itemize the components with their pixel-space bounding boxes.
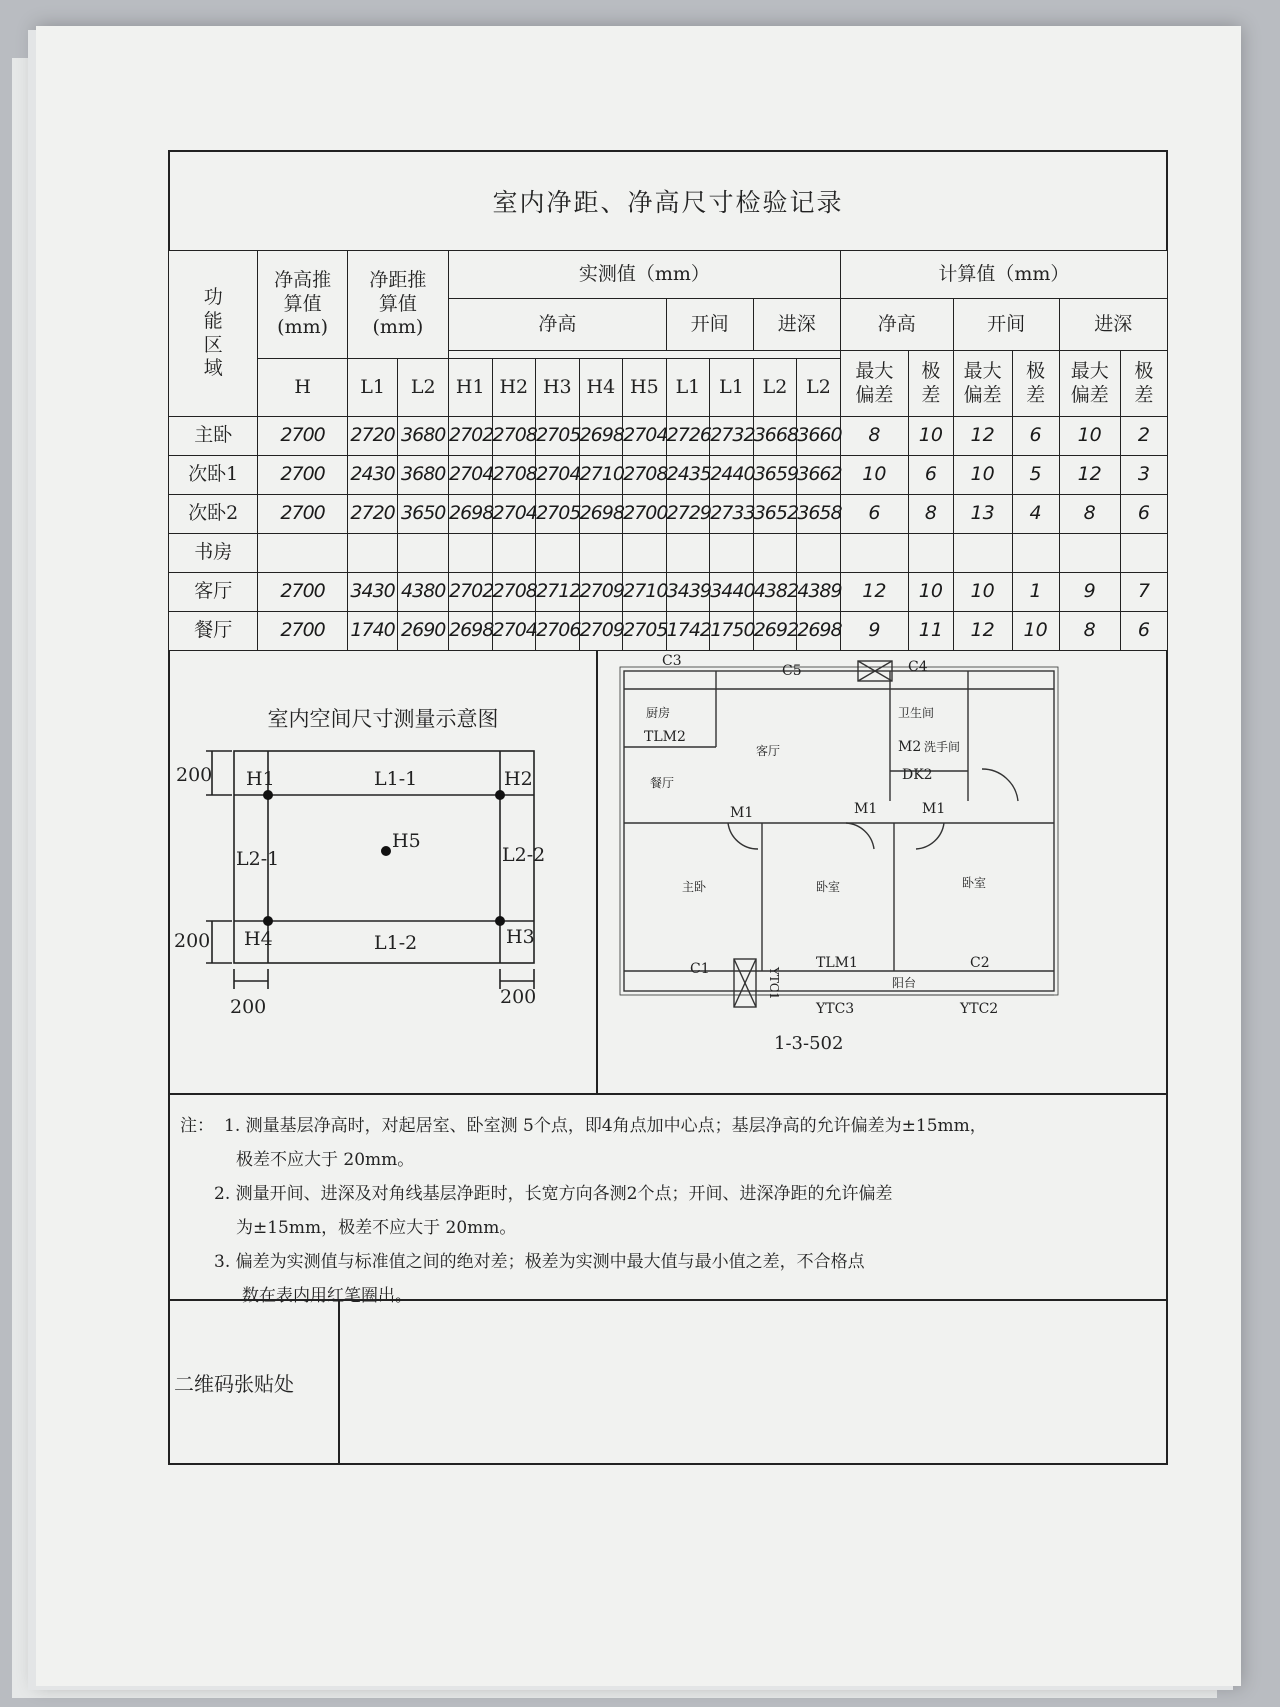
region-header-char: 域 [203, 357, 223, 380]
height-estimate-cell: 2700 [258, 417, 347, 456]
calculated-cell [909, 534, 954, 573]
calculated-cell: 8 [909, 495, 954, 534]
col-header: H2 [492, 359, 536, 417]
region-cell: 主卧 [169, 417, 258, 456]
measured-cell: 2704 [492, 612, 536, 651]
calculated-header: 计算值（mm） [840, 251, 1167, 299]
label-h4: H4 [244, 928, 273, 950]
calculated-cell [953, 534, 1012, 573]
label-master: 主卧 [682, 880, 707, 894]
table-row [169, 612, 1168, 651]
region-header-char: 区 [203, 333, 223, 356]
calculated-cell [1059, 534, 1120, 573]
table-row [169, 534, 1168, 573]
notes-section [168, 1095, 1168, 1306]
note-3-line-1: 3. 偏差为实测值与标准值之间的绝对差；极差为实测中最大值与最小值之差，不合格点 [214, 1252, 865, 1272]
max-deviation-header [1059, 351, 1120, 417]
range-header [909, 351, 954, 417]
measured-cell: 2732 [710, 417, 754, 456]
floor-plan [598, 651, 1168, 1093]
calculated-cell: 8 [840, 417, 908, 456]
label-tlm2: TLM2 [644, 729, 686, 745]
calculated-cell: 6 [840, 495, 908, 534]
col-header: H [258, 359, 347, 417]
col-header: L1 [666, 359, 710, 417]
calculated-cell: 6 [1120, 612, 1167, 651]
measured-depth-header: 进深 [753, 299, 840, 351]
form-title: 室内净距、净高尺寸检验记录 [168, 150, 1168, 250]
col-header: L1 [347, 359, 398, 417]
height-estimate-cell: 2700 [258, 573, 347, 612]
calculated-cell: 10 [909, 573, 954, 612]
measured-cell: 2705 [536, 495, 580, 534]
distance-l2-cell: 3680 [398, 417, 449, 456]
measured-cell: 3658 [797, 495, 841, 534]
label-ytc2: YTC2 [960, 1001, 999, 1017]
measured-header: 实测值（mm） [449, 251, 841, 299]
header-line: 极 [1134, 359, 1154, 382]
measured-cell: 2709 [579, 612, 623, 651]
measured-cell: 2712 [536, 573, 580, 612]
header-line: 算值 [378, 292, 417, 315]
measured-cell [449, 534, 493, 573]
measured-cell [710, 534, 754, 573]
height-estimate-cell: 2700 [258, 612, 347, 651]
calculated-cell: 10 [953, 456, 1012, 495]
qr-code-area [340, 1301, 1166, 1463]
height-estimate-cell [258, 534, 347, 573]
height-estimate-header [258, 251, 347, 359]
measured-cell: 2692 [753, 612, 797, 651]
label-bath: 卫生间 [898, 706, 935, 720]
measured-net-height-header: 净高 [449, 299, 667, 351]
calculated-cell: 13 [953, 495, 1012, 534]
label-dk2: DK2 [902, 767, 933, 783]
header-line: 最大 [963, 359, 1002, 382]
point-h1 [263, 790, 273, 800]
col-header: H3 [536, 359, 580, 417]
measured-cell: 2698 [797, 612, 841, 651]
label-c1: C1 [690, 961, 710, 977]
label-l1-2: L1-2 [374, 932, 418, 954]
label-living: 客厅 [756, 744, 781, 758]
dim-bottom-label: 200 [174, 930, 211, 952]
inspection-form [168, 150, 1168, 1465]
measured-cell: 2704 [492, 495, 536, 534]
measured-bay-header: 开间 [666, 299, 753, 351]
note-3-line-2: 数在表内用红笔圈出。 [242, 1286, 412, 1306]
calculated-cell: 10 [1012, 612, 1059, 651]
label-ytc1: YTC1 [767, 967, 781, 1000]
calculated-cell [1120, 534, 1167, 573]
header-line: 偏差 [1070, 383, 1109, 406]
distance-l2-cell: 3650 [398, 495, 449, 534]
header-line: 算值 [283, 292, 322, 315]
measured-cell: 2698 [449, 495, 493, 534]
door-swing [846, 823, 874, 849]
label-l1-1: L1-1 [374, 768, 418, 790]
header-line: (mm) [277, 316, 329, 339]
qr-code-label: 二维码张贴处 [170, 1301, 340, 1463]
calculated-cell: 8 [1059, 495, 1120, 534]
label-h1: H1 [246, 768, 275, 790]
label-tlm1: TLM1 [816, 955, 858, 971]
header-line: 极 [1026, 359, 1046, 382]
measured-cell: 2709 [579, 573, 623, 612]
header-line: 偏差 [963, 383, 1002, 406]
region-cell: 客厅 [169, 573, 258, 612]
header-line: 最大 [1070, 359, 1109, 382]
calculated-cell: 6 [909, 456, 954, 495]
header-line: (mm) [372, 316, 424, 339]
dim-right-label: 200 [500, 986, 537, 1008]
distance-l1-cell: 1740 [347, 612, 398, 651]
col-header: H5 [623, 359, 667, 417]
max-deviation-header [953, 351, 1012, 417]
calculated-cell: 10 [909, 417, 954, 456]
measured-cell: 3439 [666, 573, 710, 612]
label-wash: 洗手间 [924, 740, 961, 754]
qr-code-section [168, 1301, 1168, 1465]
table-row [169, 417, 1168, 456]
measured-cell: 1742 [666, 612, 710, 651]
calculated-cell: 3 [1120, 456, 1167, 495]
unit-number: 1-3-502 [774, 1033, 844, 1054]
measured-cell: 2710 [579, 456, 623, 495]
measured-cell: 2700 [623, 495, 667, 534]
region-header-char: 能 [203, 309, 223, 332]
calc-net-height-header: 净高 [840, 299, 953, 351]
measured-cell: 2708 [492, 573, 536, 612]
calculated-cell: 7 [1120, 573, 1167, 612]
measured-cell: 2698 [579, 417, 623, 456]
measured-cell: 2729 [666, 495, 710, 534]
measured-cell [623, 534, 667, 573]
calculated-cell: 8 [1059, 612, 1120, 651]
region-header [169, 251, 258, 417]
measured-cell [797, 534, 841, 573]
label-balcony: 阳台 [892, 976, 917, 990]
calculated-cell: 10 [1059, 417, 1120, 456]
measured-cell: 2705 [623, 612, 667, 651]
distance-l1-cell: 2720 [347, 495, 398, 534]
unit-outline [624, 671, 1054, 991]
label-h2: H2 [504, 768, 533, 790]
region-cell: 餐厅 [169, 612, 258, 651]
calculated-cell: 9 [1059, 573, 1120, 612]
height-estimate-cell: 2700 [258, 495, 347, 534]
distance-l1-cell: 2720 [347, 417, 398, 456]
calculated-cell [1012, 534, 1059, 573]
measured-cell [666, 534, 710, 573]
height-estimate-cell: 2700 [258, 456, 347, 495]
calculated-cell [840, 534, 908, 573]
measured-cell: 2706 [536, 612, 580, 651]
label-m1-c: M1 [922, 801, 946, 817]
diagram-section [168, 651, 1168, 1095]
calculated-cell: 5 [1012, 456, 1059, 495]
label-m2: M2 [898, 739, 922, 755]
note-1-line-1: 1. 测量基层净高时，对起居室、卧室测 5个点，即4角点加中心点；基层净高的允许偏差为±15mm， [224, 1116, 987, 1136]
label-c2: C2 [970, 955, 990, 971]
label-l2-1: L2-1 [236, 848, 280, 870]
distance-l2-cell: 3680 [398, 456, 449, 495]
measured-cell: 2704 [449, 456, 493, 495]
calc-depth-header: 进深 [1059, 299, 1167, 351]
measured-cell: 2710 [623, 573, 667, 612]
measured-cell [492, 534, 536, 573]
range-header [1120, 351, 1167, 417]
calculated-cell: 6 [1120, 495, 1167, 534]
door-swing [916, 823, 944, 849]
note-2-line-2: 为±15mm，极差不应大于 20mm。 [236, 1218, 517, 1238]
dim-left-label: 200 [230, 996, 267, 1018]
point-h4 [263, 916, 273, 926]
point-h2 [495, 790, 505, 800]
calculated-cell: 6 [1012, 417, 1059, 456]
calculated-cell: 12 [953, 612, 1012, 651]
measured-cell [579, 534, 623, 573]
table-row [169, 573, 1168, 612]
col-header: L2 [797, 359, 841, 417]
label-l2-2: L2-2 [502, 844, 546, 866]
region-cell: 书房 [169, 534, 258, 573]
measured-cell: 3668 [753, 417, 797, 456]
distance-l2-cell [398, 534, 449, 573]
distance-l2-cell: 2690 [398, 612, 449, 651]
label-m1-b: M1 [854, 801, 878, 817]
table-row [169, 456, 1168, 495]
calculated-cell: 12 [1059, 456, 1120, 495]
header-line: 差 [921, 383, 941, 406]
region-cell: 次卧2 [169, 495, 258, 534]
header-line: 极 [921, 359, 941, 382]
measured-cell: 3652 [753, 495, 797, 534]
measured-cell: 2698 [579, 495, 623, 534]
measurement-table [168, 250, 1168, 651]
dim-top-label: 200 [176, 764, 213, 786]
label-c4: C4 [908, 659, 928, 675]
label-ytc3: YTC3 [816, 1001, 855, 1017]
schematic-title: 室内空间尺寸测量示意图 [267, 707, 499, 731]
col-header: L2 [398, 359, 449, 417]
header-line: 偏差 [855, 383, 894, 406]
label-kitchen: 厨房 [646, 706, 671, 720]
measured-cell: 2708 [492, 456, 536, 495]
measured-cell: 2702 [449, 417, 493, 456]
measured-cell: 3660 [797, 417, 841, 456]
calculated-cell: 4 [1012, 495, 1059, 534]
door-swing [728, 823, 758, 849]
measured-cell: 2698 [449, 612, 493, 651]
table-row [169, 495, 1168, 534]
calculated-cell: 12 [840, 573, 908, 612]
region-header-char: 功 [203, 286, 223, 308]
max-deviation-header [840, 351, 908, 417]
measured-cell: 2708 [623, 456, 667, 495]
header-line: 差 [1134, 383, 1154, 406]
label-c5: C5 [782, 663, 802, 679]
header-line: 差 [1026, 383, 1046, 406]
measured-cell: 2440 [710, 456, 754, 495]
header-line: 最大 [855, 359, 894, 382]
distance-l1-cell [347, 534, 398, 573]
door-swing [982, 769, 1018, 801]
distance-l1-cell: 2430 [347, 456, 398, 495]
measured-cell: 2705 [536, 417, 580, 456]
measured-cell: 4389 [797, 573, 841, 612]
calculated-cell: 10 [953, 573, 1012, 612]
measured-cell: 4382 [753, 573, 797, 612]
floor-plan-drawing [598, 651, 1168, 1093]
range-header [1012, 351, 1059, 417]
label-m1-a: M1 [730, 805, 754, 821]
calculated-cell: 1 [1012, 573, 1059, 612]
measurement-schematic [170, 651, 598, 1093]
measured-cell: 3659 [753, 456, 797, 495]
calculated-cell: 10 [840, 456, 908, 495]
measured-cell: 2726 [666, 417, 710, 456]
calculated-cell: 9 [840, 612, 908, 651]
calculated-cell: 2 [1120, 417, 1167, 456]
measured-cell: 2435 [666, 456, 710, 495]
calc-bay-header: 开间 [953, 299, 1059, 351]
note-2-line-1: 2. 测量开间、进深及对角线基层净距时，长宽方向各测2个点；开间、进深净距的允许偏差 [214, 1184, 893, 1204]
label-dining: 餐厅 [650, 776, 675, 790]
header-line: 净高推 [274, 268, 332, 291]
measured-cell: 2704 [536, 456, 580, 495]
point-h3 [495, 916, 505, 926]
header-line: 净距推 [369, 268, 427, 291]
col-header: H1 [449, 359, 493, 417]
distance-estimate-header [347, 251, 448, 359]
measured-cell: 2702 [449, 573, 493, 612]
label-c3: C3 [662, 653, 682, 669]
col-header: L1 [710, 359, 754, 417]
measured-cell: 2708 [492, 417, 536, 456]
measured-cell [536, 534, 580, 573]
distance-l2-cell: 4380 [398, 573, 449, 612]
measured-cell: 2733 [710, 495, 754, 534]
calculated-cell: 12 [953, 417, 1012, 456]
measured-cell [753, 534, 797, 573]
measured-cell: 2704 [623, 417, 667, 456]
measured-cell: 1750 [710, 612, 754, 651]
col-header: H4 [579, 359, 623, 417]
distance-l1-cell: 3430 [347, 573, 398, 612]
point-h5 [381, 846, 391, 856]
col-header: L2 [753, 359, 797, 417]
note-1-line-2: 极差不应大于 20mm。 [236, 1150, 415, 1170]
label-h3: H3 [506, 926, 535, 948]
measured-cell: 3662 [797, 456, 841, 495]
label-bed1: 卧室 [816, 880, 841, 894]
measured-cell: 3440 [710, 573, 754, 612]
region-cell: 次卧1 [169, 456, 258, 495]
label-bed2: 卧室 [962, 876, 987, 890]
label-h5: H5 [392, 830, 421, 852]
notes-prefix: 注： [180, 1116, 214, 1136]
calculated-cell: 11 [909, 612, 954, 651]
